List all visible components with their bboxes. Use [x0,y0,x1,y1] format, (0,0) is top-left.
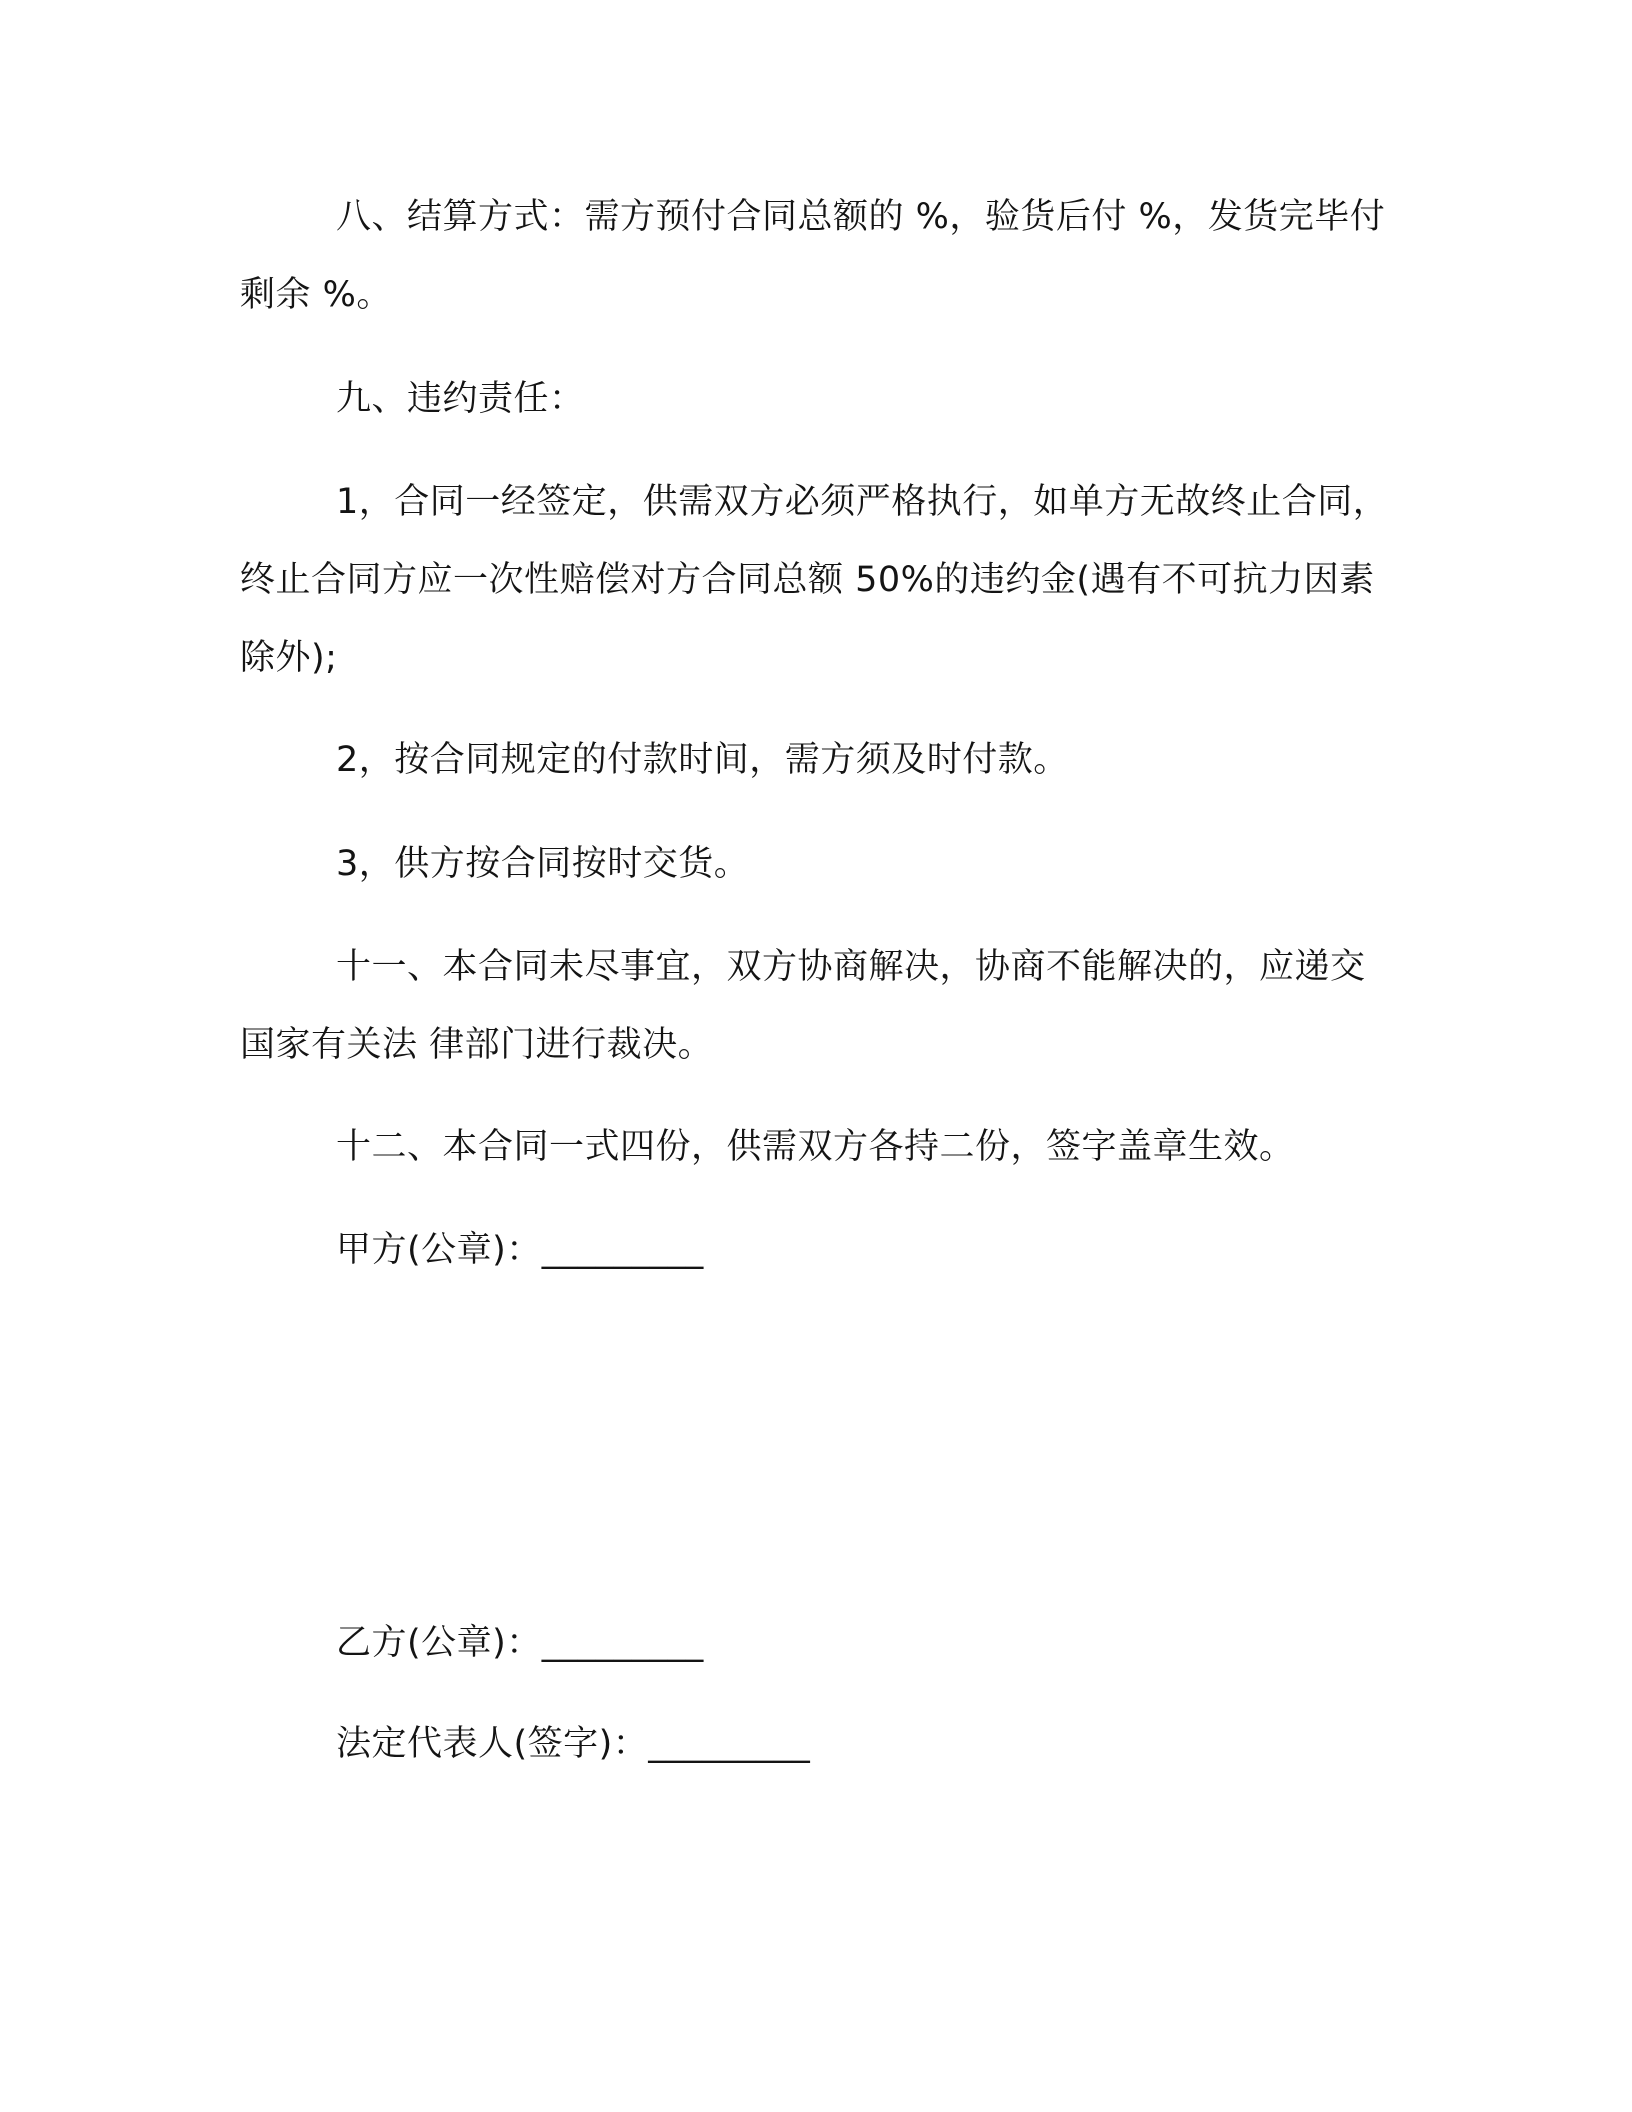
clause-liability-item-1: 1，合同一经签定，供需双方必须严格执行，如单方无故终止合同，终止合同方应一次性赔偿对方合同总额 50%的违约金(遇有不可抗力因素除外); [240,482,1389,678]
clause-settlement: 八、结算方式：需方预付合同总额的 %，验货后付 %，发货完毕付剩余 %。 [240,197,1386,315]
clause-liability-item-3: 3，供方按合同按时交货。 [336,844,750,884]
signature-party-b: 乙方(公章)：_________ [336,1623,704,1663]
clause-liability-heading: 九、违约责任： [336,379,585,419]
clause-copies: 十二、本合同一式四份，供需双方各持二份，签字盖章生效。 [336,1127,1295,1167]
signature-legal-representative: 法定代表人(签字)：_________ [336,1724,811,1764]
clause-liability-item-2: 2，按合同规定的付款时间，需方须及时付款。 [336,740,1069,780]
clause-dispute: 十一、本合同未尽事宜，双方协商解决，协商不能解决的，应递交国家有关法 律部门进行裁决。 [240,947,1366,1065]
signature-party-a: 甲方(公章)：_________ [336,1230,704,1270]
